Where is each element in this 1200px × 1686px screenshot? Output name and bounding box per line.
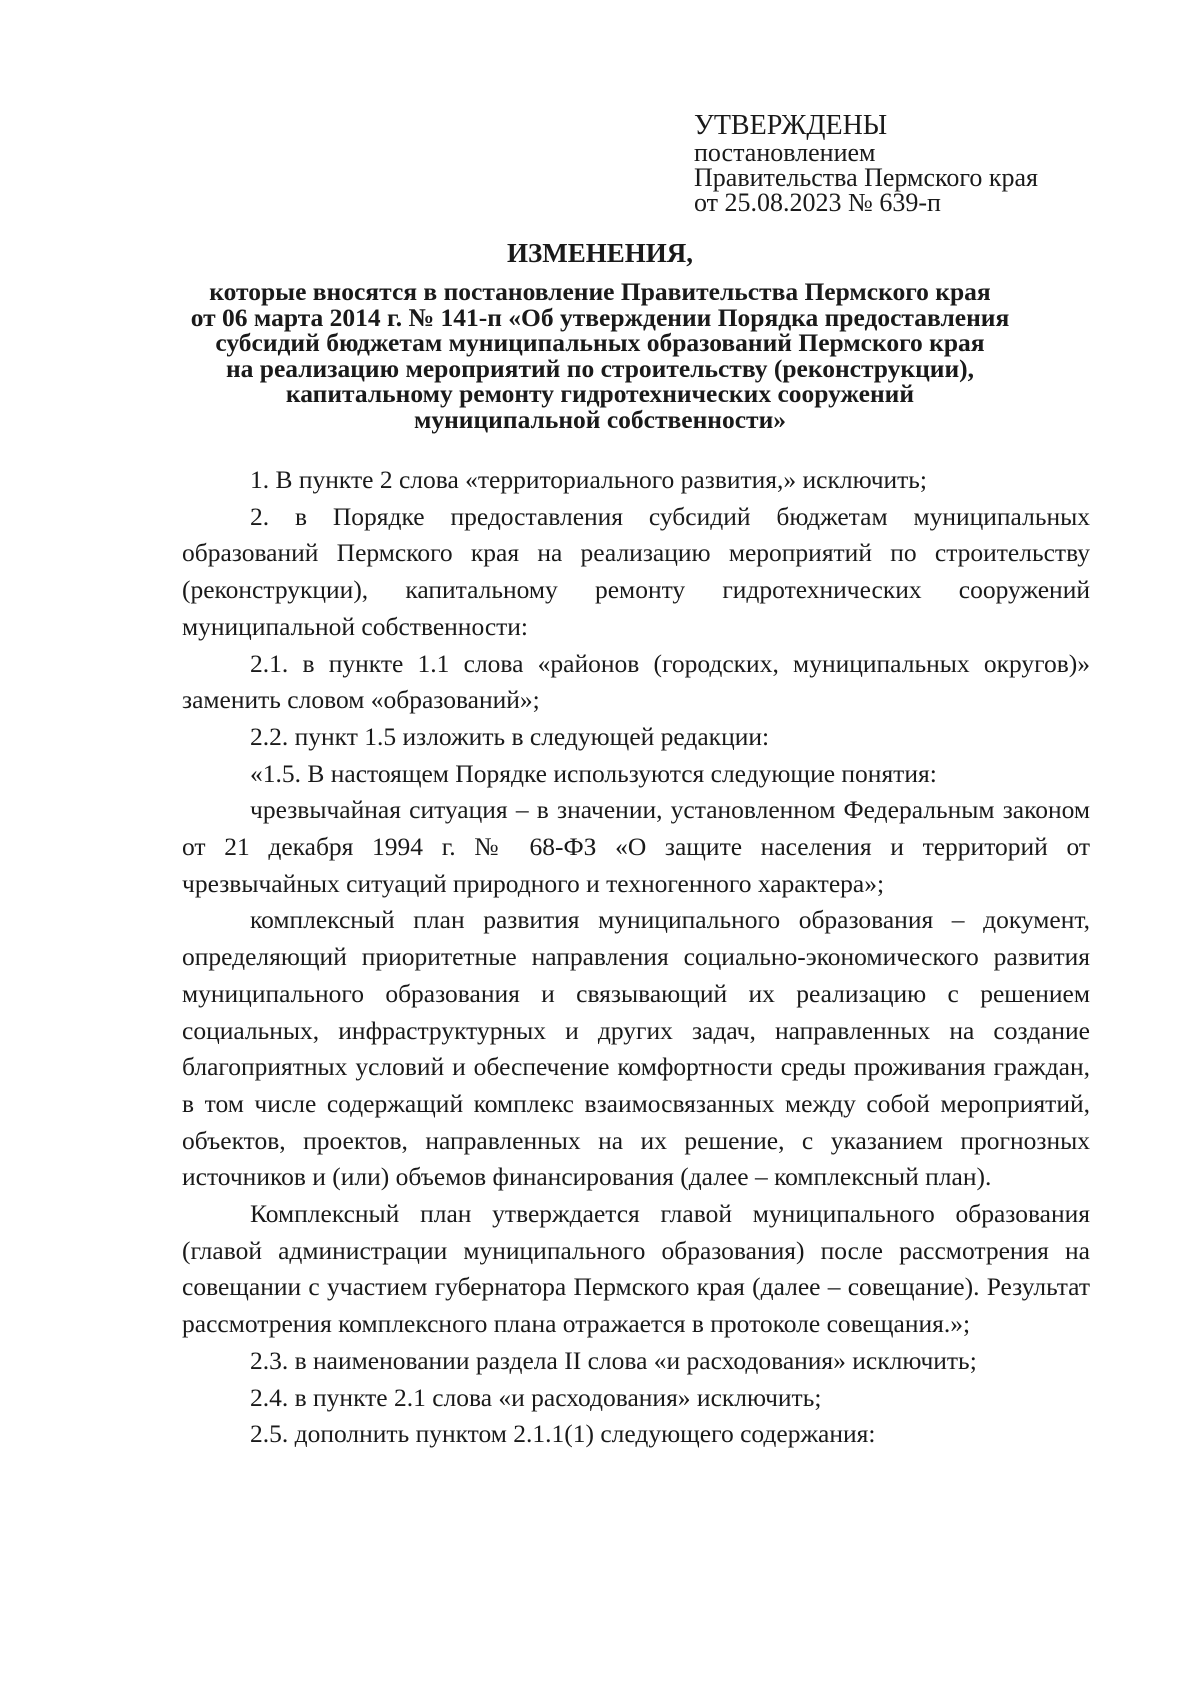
subtitle-line: которые вносятся в постановление Правительства Пермского края bbox=[209, 277, 991, 306]
paragraph-item-2-2: 2.2. пункт 1.5 изложить в следующей редакции: bbox=[250, 721, 770, 751]
document-subtitle bbox=[160, 279, 1040, 432]
approval-stamp bbox=[694, 112, 1164, 215]
paragraph-item-1-5: «1.5. В настоящем Порядке используются следующие понятия: bbox=[250, 758, 937, 788]
paragraph-item-2-3: 2.3. в наименовании раздела II слова «и расходования» исключить; bbox=[250, 1345, 977, 1375]
paragraph-plan-approval: Комплексный план утверждается главой муниципального образования (главой администрации муниципального образования) после рассмотрения на совещании с участием губернатора Пермского края (далее – совещание). Результат рассмотрения комплексного плана отражается в протоколе совещания.»; bbox=[182, 1199, 1090, 1339]
document-title: ИЗМЕНЕНИЯ, bbox=[506, 238, 693, 268]
paragraph-item-2-5: 2.5. дополнить пунктом 2.1.1(1) следующего содержания: bbox=[250, 1419, 876, 1449]
approval-heading: УТВЕРЖДЕНЫ bbox=[694, 110, 888, 141]
paragraph-item-2-4: 2.4. в пункте 2.1 слова «и расходования» исключить; bbox=[250, 1382, 822, 1412]
document-body bbox=[182, 462, 1090, 1453]
approval-line: Правительства Пермского края bbox=[694, 163, 1038, 192]
approval-date-number: от 25.08.2023 № 639-п bbox=[694, 188, 941, 217]
paragraph-item-1: 1. В пункте 2 слова «территориального развития,» исключить; bbox=[250, 465, 928, 494]
paragraph-item-2-1: 2.1. в пункте 1.1 слова «районов (городских, муниципальных округов)» заменить словом «образований»; bbox=[182, 648, 1090, 715]
approval-line: постановлением bbox=[694, 138, 876, 167]
subtitle-line: капитальному ремонту гидротехнических сооружений bbox=[285, 379, 915, 408]
subtitle-line: на реализацию мероприятий по строительству (реконструкции), bbox=[225, 353, 975, 383]
paragraph-definition-emergency: чрезвычайная ситуация – в значении, установленном Федеральным законом от 21 декабря 1994 г. № 68-ФЗ «О защите населения и территорий от чрезвычайных ситуаций природного и техногенного характера»; bbox=[182, 795, 1090, 898]
paragraph-item-2: 2. в Порядке предоставления субсидий бюджетам муниципальных образований Пермского края на реализацию мероприятий по строительству (реконструкции), капитальному ремонту гидротехнических сооружений муниципальной собственности: bbox=[182, 501, 1090, 641]
subtitle-line: субсидий бюджетам муниципальных образований Пермского края bbox=[215, 328, 985, 357]
subtitle-line: от 06 марта 2014 г. № 141-п «Об утверждении Порядка предоставления bbox=[190, 302, 1010, 332]
paragraph-definition-plan: комплексный план развития муниципального образования – документ, определяющий приоритетные направления социально-экономического развития муниципального образования и связывающий их реализацию с решением социальных, инфраструктурных и других задач, направленных на создание благоприятных условий и обеспечение комфортности среды проживания граждан, в том числе содержащий комплекс взаимосвязанных между собой мероприятий, объектов, проектов, направленных на их решение, с указанием прогнозных источников и (или) объемов финансирования (далее – комплексный план). bbox=[182, 905, 1090, 1192]
subtitle-line: муниципальной собственности» bbox=[413, 404, 787, 434]
